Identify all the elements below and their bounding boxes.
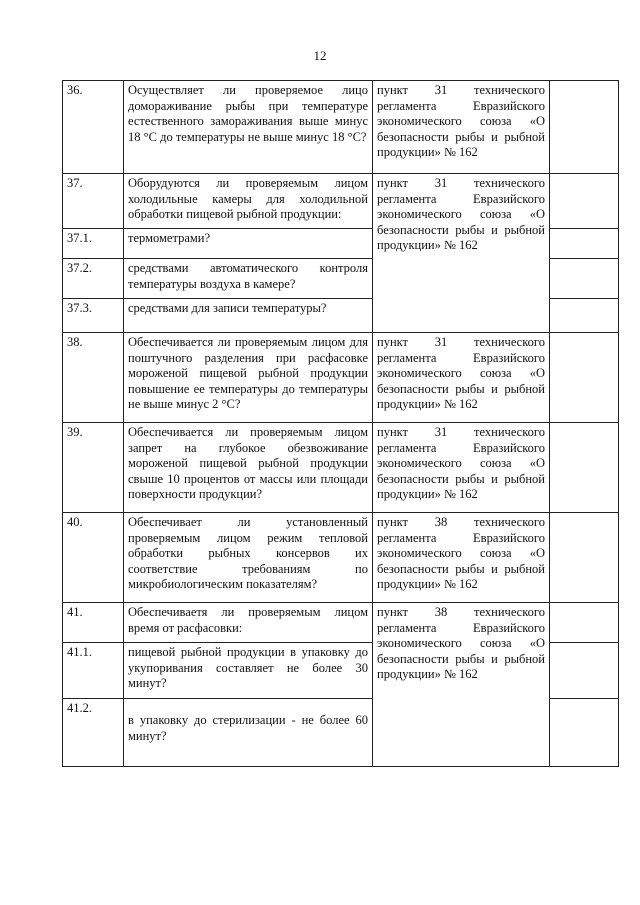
empty-cell — [550, 513, 619, 603]
empty-cell — [550, 259, 619, 299]
empty-cell — [550, 699, 619, 767]
item-question: Оборудуются ли проверяемым лицом холодильные камеры для холодильной обработки пищевой рыбной продукции: — [124, 174, 373, 229]
item-question: термометрами? — [124, 229, 373, 259]
item-number: 37. — [63, 174, 124, 229]
item-number: 41.1. — [63, 643, 124, 699]
table-row — [63, 603, 619, 643]
empty-cell — [550, 643, 619, 699]
item-reference: пункт 31 технического регламента Евразийского экономического союза «О безопасности рыбы и рыбной продукции» № 162 — [373, 81, 550, 174]
item-reference: пункт 38 технического регламента Евразийского экономического союза «О безопасности рыбы и рыбной продукции» № 162 — [373, 513, 550, 603]
table-row — [63, 423, 619, 513]
empty-cell — [550, 299, 619, 333]
item-number: 38. — [63, 333, 124, 423]
empty-cell — [550, 423, 619, 513]
table-row — [63, 513, 619, 603]
item-question: Обеспечивает ли установленный проверяемым лицом режим тепловой обработки рыбных консервов их соответствие требованиям по микробиологическим показателям? — [124, 513, 373, 603]
item-question: средствами для записи температуры? — [124, 299, 373, 333]
empty-cell — [550, 81, 619, 174]
table-row — [63, 81, 619, 174]
empty-cell — [550, 174, 619, 229]
item-number: 37.3. — [63, 299, 124, 333]
item-question: пищевой рыбной продукции в упаковку до укупоривания составляет не более 30 минут? — [124, 643, 373, 699]
empty-cell — [550, 603, 619, 643]
item-number: 39. — [63, 423, 124, 513]
item-number: 40. — [63, 513, 124, 603]
empty-cell — [550, 229, 619, 259]
table-row — [63, 333, 619, 423]
item-question: в упаковку до стерилизации - не более 60 минут? — [124, 699, 373, 767]
item-reference: пункт 31 технического регламента Евразийского экономического союза «О безопасности рыбы и рыбной продукции» № 162 — [373, 174, 550, 333]
item-number: 41.2. — [63, 699, 124, 767]
item-reference: пункт 31 технического регламента Евразийского экономического союза «О безопасности рыбы и рыбной продукции» № 162 — [373, 423, 550, 513]
item-question: Осуществляет ли проверяемое лицо домораживание рыбы при температуре естественного замораживания выше минус 18 °С до температуры не выше минус 18 °С? — [124, 81, 373, 174]
item-reference: пункт 38 технического регламента Евразийского экономического союза «О безопасности рыбы и рыбной продукции» № 162 — [373, 603, 550, 767]
item-question: средствами автоматического контроля температуры воздуха в камере? — [124, 259, 373, 299]
item-reference: пункт 31 технического регламента Евразийского экономического союза «О безопасности рыбы и рыбной продукции» № 162 — [373, 333, 550, 423]
item-number: 37.2. — [63, 259, 124, 299]
empty-cell — [550, 333, 619, 423]
item-question: Обеспечивается ли проверяемым лицом для поштучного разделения при расфасовке мороженой пищевой рыбной продукции повышение ее температуры до температуры не выше минус 2 °С? — [124, 333, 373, 423]
item-question: Обеспечиваетя ли проверяемым лицом время от расфасовки: — [124, 603, 373, 643]
item-number: 37.1. — [63, 229, 124, 259]
item-question: Обеспечивается ли проверяемым лицом запрет на глубокое обезвоживание мороженой пищевой рыбной продукции свыше 10 процентов от массы или площади поверхности продукции? — [124, 423, 373, 513]
page-number: 12 — [313, 48, 327, 63]
item-number: 41. — [63, 603, 124, 643]
table-row — [63, 174, 619, 229]
item-number: 36. — [63, 81, 124, 174]
checklist-table — [62, 80, 619, 767]
